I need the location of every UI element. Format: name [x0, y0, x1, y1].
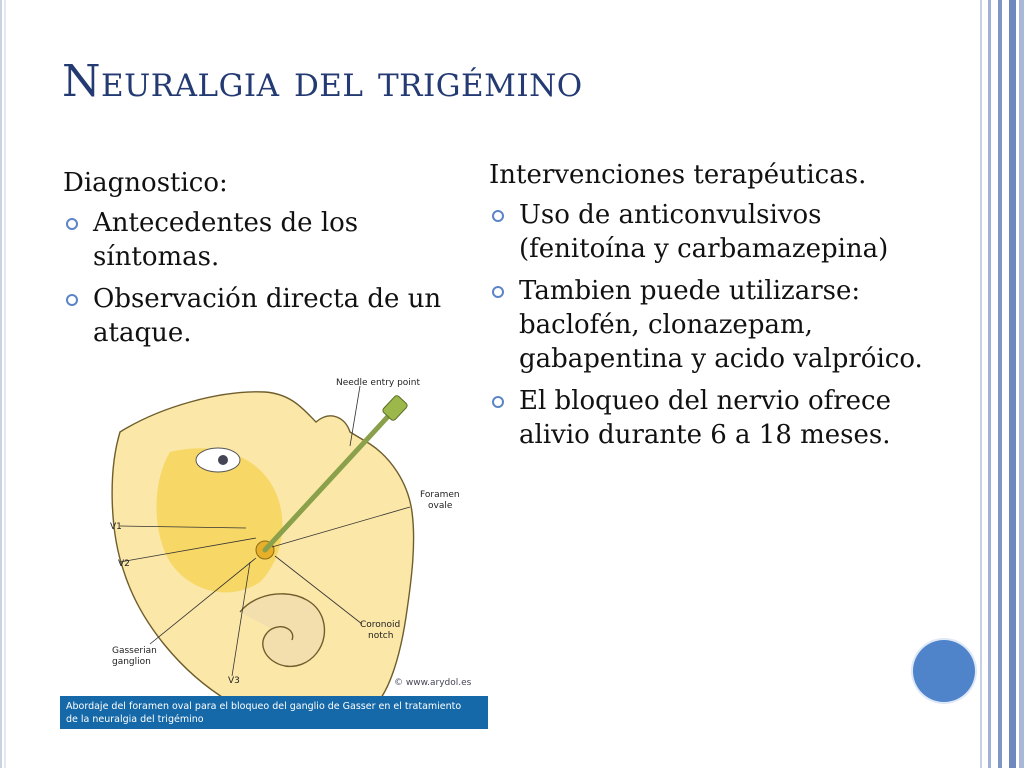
caption-line-2: de la neuralgia del trigémino	[66, 714, 204, 725]
bullet-circle-icon	[492, 396, 504, 408]
gasserian-label-line1: Gasserian	[112, 646, 157, 656]
left-frame-border	[0, 0, 8, 768]
diagnosis-list	[63, 206, 463, 350]
diagnosis-heading: Diagnostico:	[63, 168, 228, 198]
caption-line-1: Abordaje del foramen oval para el bloqueo del ganglio de Gasser en el tratamiento	[66, 701, 462, 712]
figure-caption	[60, 696, 488, 729]
v1-label: V1	[110, 522, 122, 532]
bullet-circle-icon	[66, 294, 78, 306]
needle-entry-label: Needle entry point	[336, 378, 421, 388]
v3-label: V3	[228, 676, 240, 686]
decorative-circle	[913, 640, 975, 702]
list-item: Antecedentes de los síntomas.	[63, 206, 463, 274]
list-item: Observación directa de un ataque.	[63, 282, 463, 350]
face-anatomy-drawing	[60, 372, 490, 728]
bullet-circle-icon	[492, 286, 504, 298]
slide-title: Neuralgia del trigémino	[62, 56, 583, 107]
bullet-circle-icon	[492, 210, 504, 222]
credit-label: © www.arydol.es	[394, 678, 472, 688]
diagnosis-column	[63, 166, 463, 358]
list-item: Uso de anticonvulsivos (fenitoína y carbamazepina)	[489, 198, 939, 266]
list-item: El bloqueo del nervio ofrece alivio durante 6 a 18 meses.	[489, 384, 939, 452]
trigeminal-block-illustration	[60, 372, 490, 728]
foramen-label-line2: ovale	[428, 501, 453, 511]
bullet-circle-icon	[66, 218, 78, 230]
coronoid-label-line1: Coronoid	[360, 620, 401, 630]
v2-label: V2	[118, 559, 130, 569]
interventions-column	[489, 158, 939, 460]
coronoid-label-line2: notch	[368, 631, 394, 641]
list-item: Tambien puede utilizarse: baclofén, clonazepam, gabapentina y acido valpróico.	[489, 274, 939, 376]
interventions-heading: Intervenciones terapéuticas.	[489, 160, 867, 190]
eye-iris	[218, 455, 228, 465]
gasserian-label-line2: ganglion	[112, 657, 151, 667]
interventions-list	[489, 198, 939, 452]
right-frame-stripes	[976, 0, 1024, 768]
foramen-label-line1: Foramen	[420, 490, 460, 500]
